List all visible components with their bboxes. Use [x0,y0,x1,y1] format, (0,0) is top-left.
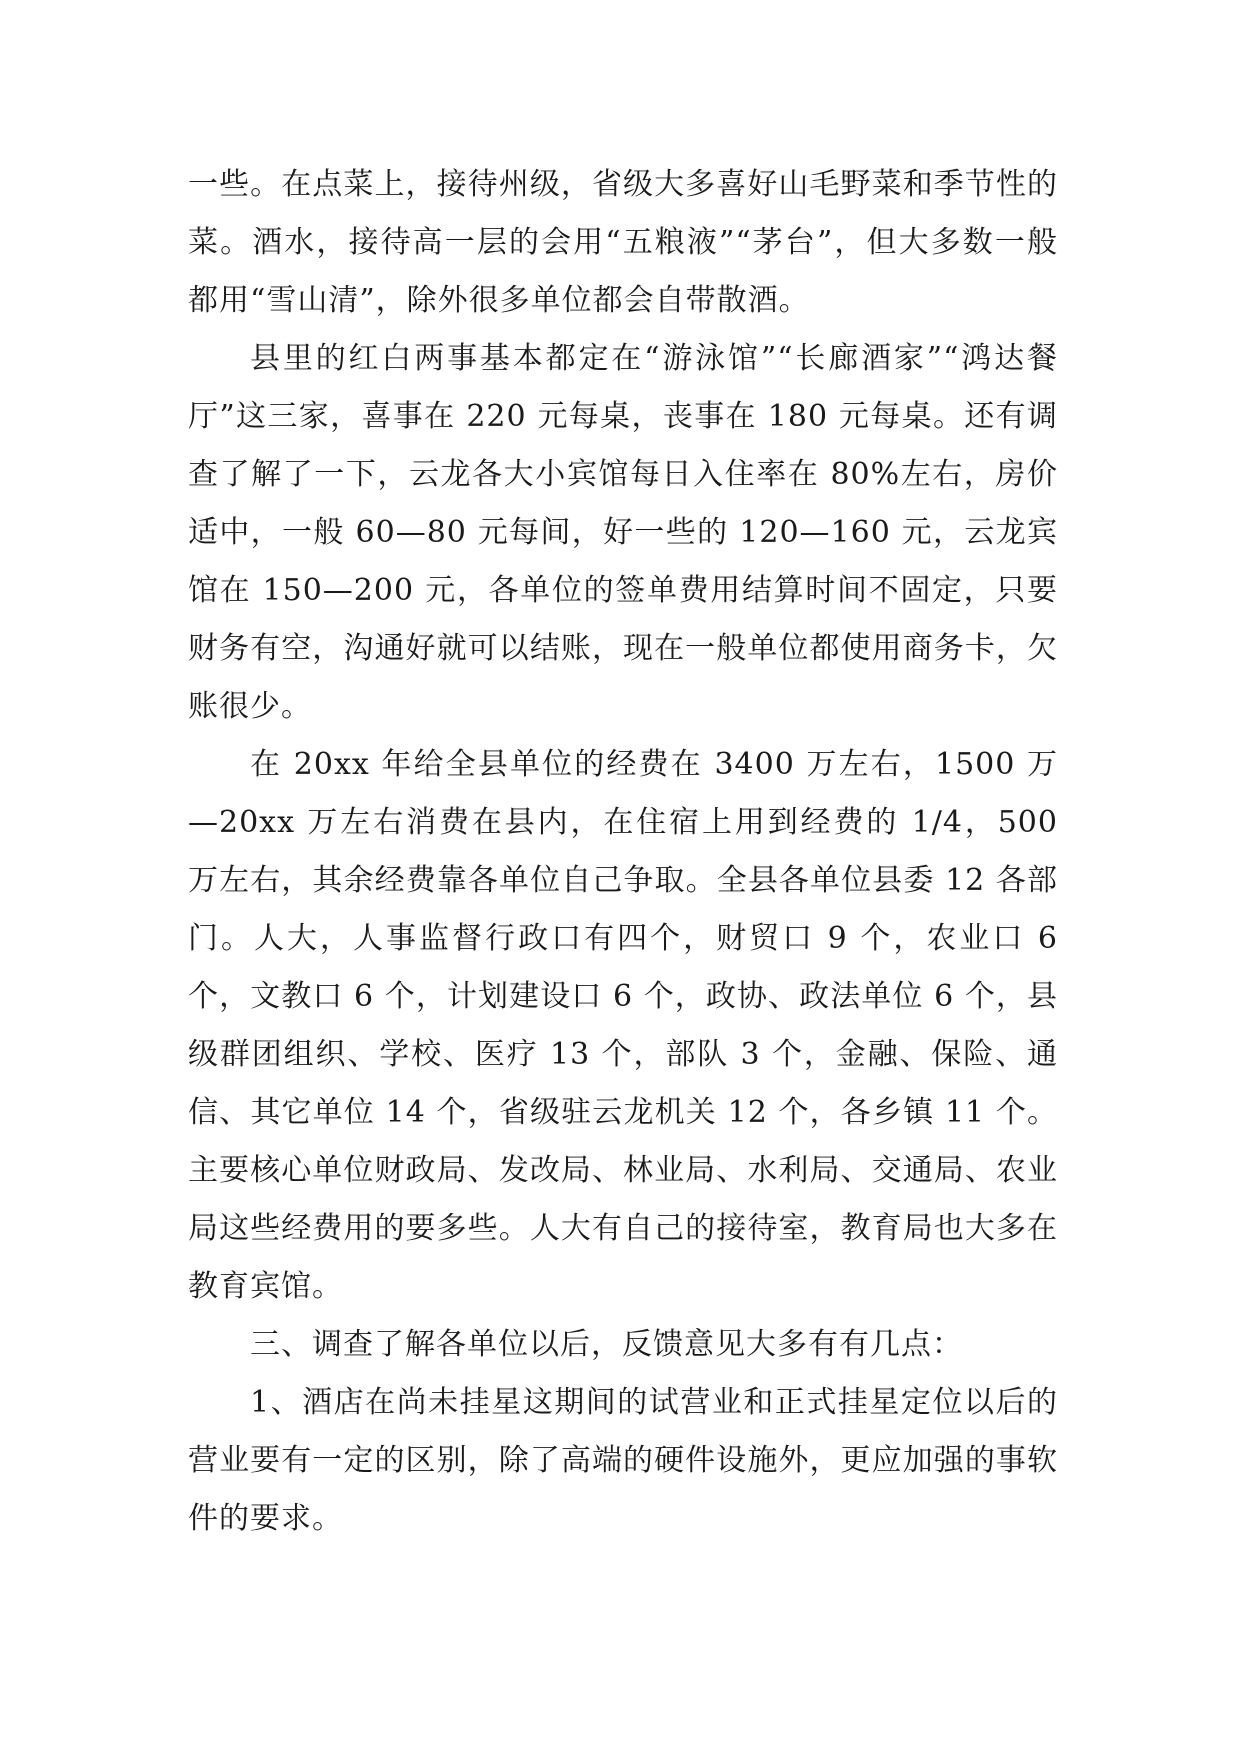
paragraph-continuation: 一些。在点菜上，接待州级，省级大多喜好山毛野菜和季节性的菜。酒水，接待高一层的会用“五粮液”“茅台”，但大多数一般都用“雪山清”，除外很多单位都会自带散酒。 [188,167,1058,318]
paragraph-banquet-and-hotels: 县里的红白两事基本都定在“游泳馆”“长廊酒家”“鸿达餐厅”这三家，喜事在 220 元每桌，丧事在 180 元每桌。还有调查了解了一下，云龙各大小宾馆每日入住率在 80%左右，房价适中，一般 60—80 元每间，好一些的 120—160 元，云龙宾馆在 150—200 元，各单位的签单费用结算时间不固定，只要财务有空，沟通好就可以结账，现在一般单位都使用商务卡，欠账很少。 [188,341,1058,724]
section-heading-feedback: 三、调查了解各单位以后，反馈意见大多有有几点： [250,1327,963,1362]
document-body [188,156,1058,1548]
paragraph-feedback-item-1: 1、酒店在尚未挂星这期间的试营业和正式挂星定位以后的营业要有一定的区别，除了高端的硬件设施外，更应加强的事软件的要求。 [188,1385,1058,1536]
paragraph-funding: 在 20xx 年给全县单位的经费在 3400 万左右，1500 万—20xx 万左右消费在县内，在住宿上用到经费的 1/4，500 万左右，其余经费靠各单位自己争取。全县各单位县委 12 各部门。人大，人事监督行政口有四个，财贸口 9 个，农业口 6 个，文教口 6 个，计划建设口 6 个，政协、政法单位 6 个，县级群团组织、学校、医疗 13 个，部队 3 个，金融、保险、通信、其它单位 14 个，省级驻云龙机关 12 个，各乡镇 11 个。主要核心单位财政局、发改局、林业局、水利局、交通局、农业局这些经费用的要多些。人大有自己的接待室，教育局也大多在教育宾馆。 [188,747,1058,1304]
